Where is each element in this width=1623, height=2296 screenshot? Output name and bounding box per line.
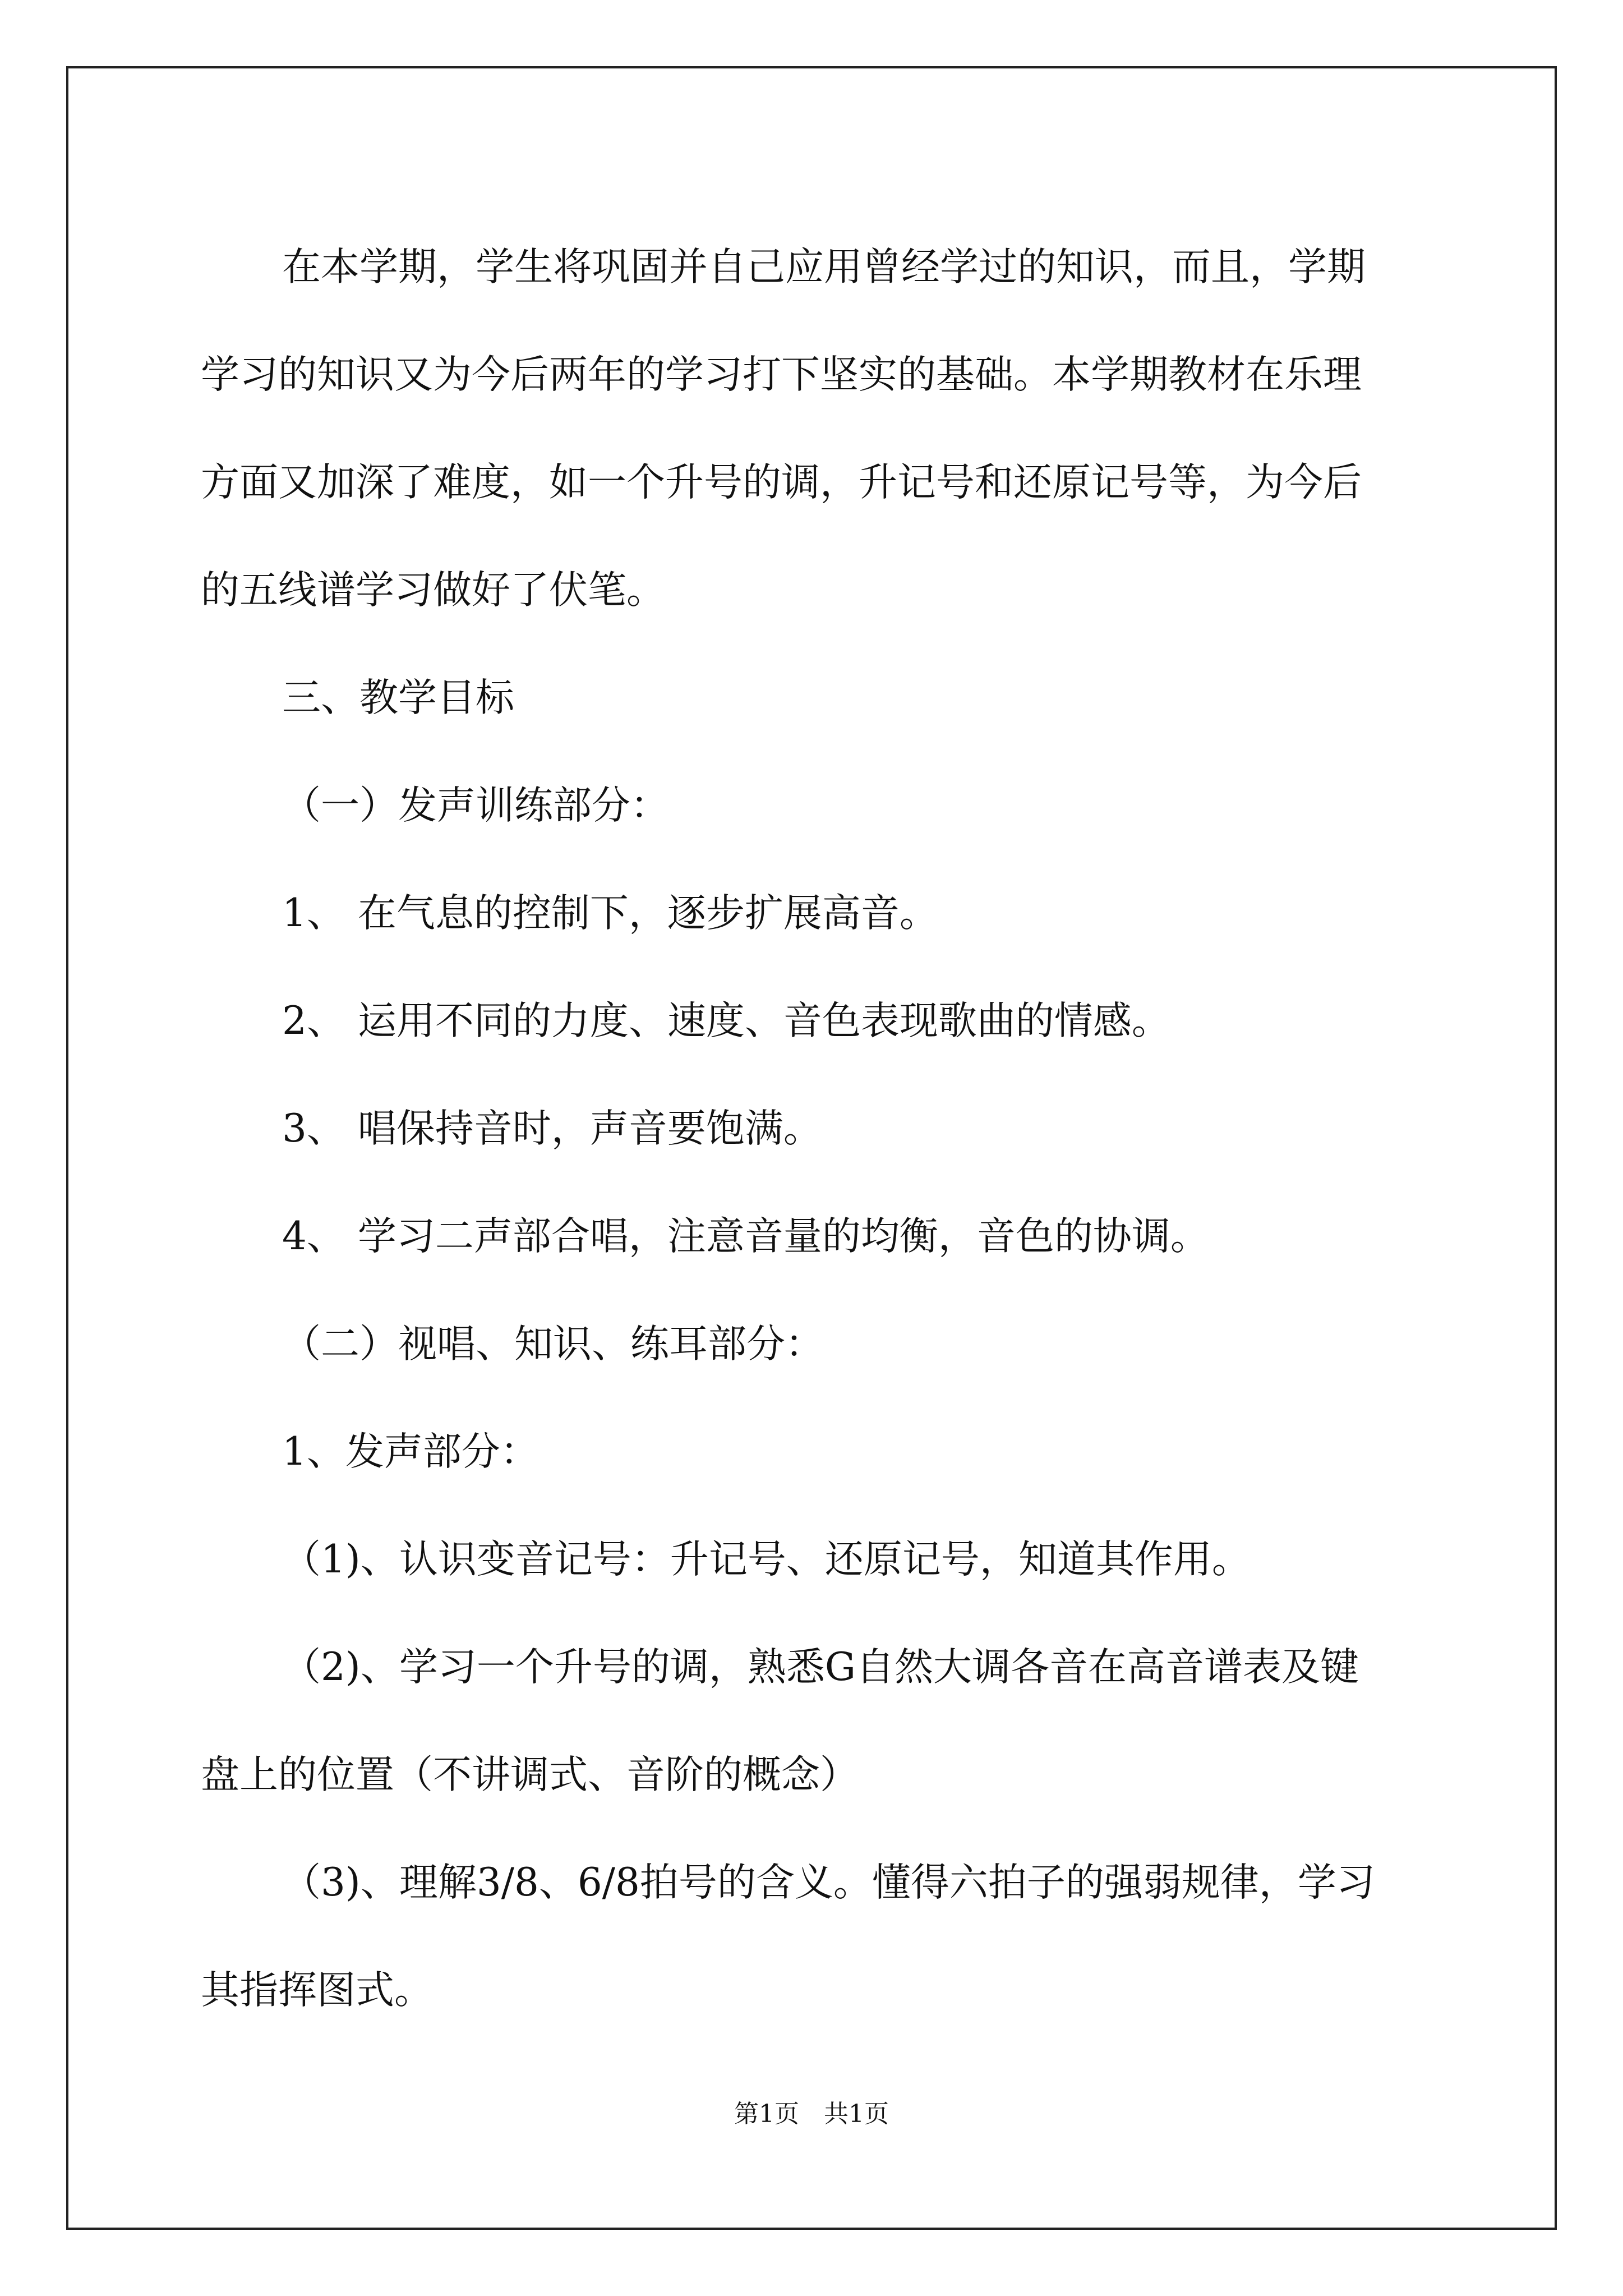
subsection-heading: （一）发声训练部分： <box>282 783 669 828</box>
list-item: 1、发声部分： <box>282 1429 539 1474</box>
subsection-heading: （二）视唱、知识、练耳部分： <box>282 1322 824 1366</box>
list-item: 2、 运用不同的力度、速度、音色表现歌曲的情感。 <box>282 999 1170 1043</box>
paragraph-line: 盘上的位置（不讲调式、音阶的概念） <box>201 1752 859 1797</box>
section-heading: 三、教学目标 <box>282 675 514 720</box>
paragraph-line: 在本学期，学生将巩固并自己应用曾经学过的知识，而且，学期 <box>282 245 1366 289</box>
list-item: 3、 唱保持音时，声音要饱满。 <box>282 1106 822 1151</box>
list-item: （1)、认识变音记号：升记号、还原记号，知道其作用。 <box>282 1537 1251 1582</box>
list-item: 4、 学习二声部合唱，注意音量的均衡，音色的协调。 <box>282 1214 1209 1259</box>
paragraph-line: 的五线谱学习做好了伏笔。 <box>201 568 665 613</box>
page-footer: 第1页 共1页 <box>734 2100 889 2128</box>
list-item: 1、 在气息的控制下，逐步扩展高音。 <box>282 891 938 936</box>
paragraph-line: 学习的知识又为今后两年的学习打下坚实的基础。本学期教材在乐理 <box>201 352 1362 397</box>
list-item: （2)、学习一个升号的调，熟悉G自然大调各音在高音谱表及键 <box>282 1645 1359 1690</box>
paragraph-line: 其指挥图式。 <box>201 1968 433 2013</box>
list-item: （3)、理解3/8、6/8拍号的含义。懂得六拍子的强弱规律，学习 <box>282 1860 1375 1905</box>
document-body <box>201 213 1435 2044</box>
paragraph-line: 方面又加深了难度，如一个升号的调，升记号和还原记号等，为今后 <box>201 460 1362 505</box>
